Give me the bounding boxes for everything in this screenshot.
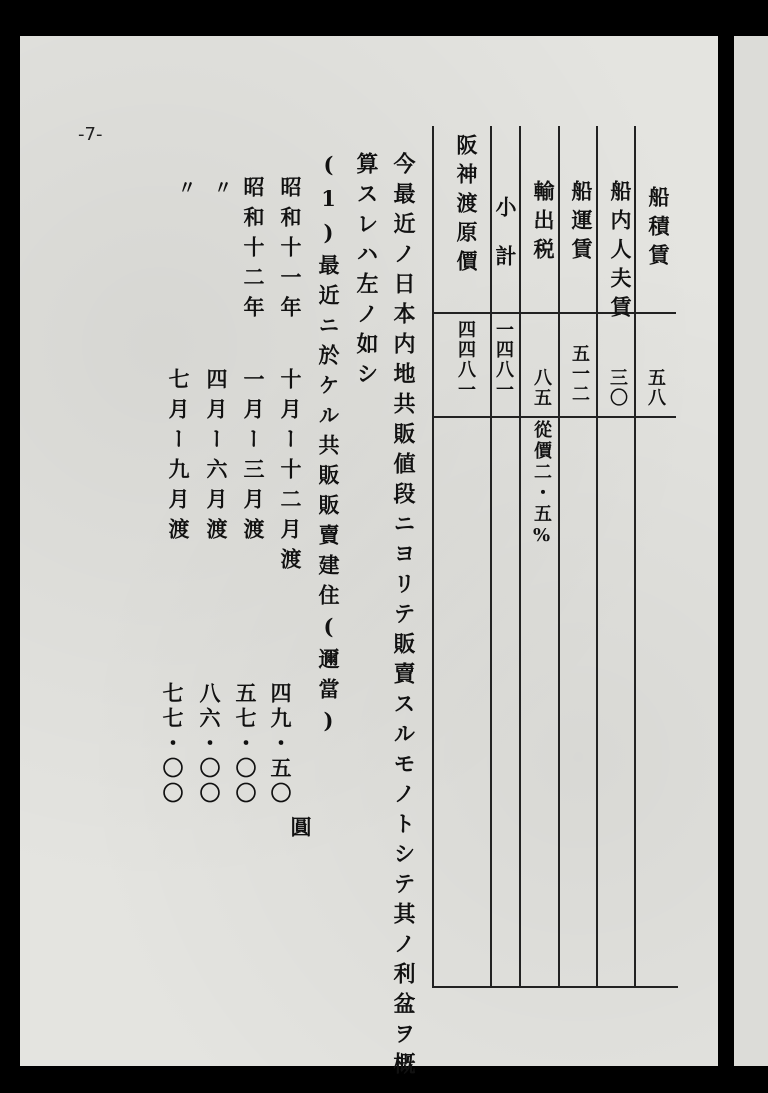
table-value: 五一二 [569, 344, 590, 404]
table-divider [490, 126, 492, 986]
row-period: 七月ー九月渡 [166, 368, 191, 548]
table-divider [558, 126, 560, 986]
ditto-mark: 〃 [175, 178, 196, 196]
row-period: 十月ー十二月渡 [278, 368, 303, 578]
row-price: 八六・〇〇 [197, 682, 222, 807]
table-label: 小計 [493, 196, 518, 294]
row-period: 一月ー三月渡 [241, 368, 266, 548]
table-value: 三〇 [607, 368, 628, 408]
paragraph-line-1: 今最近ノ日本内地共販値段ニヨリテ販賣スルモノトシテ其ノ利盆ヲ概 [390, 152, 416, 1082]
table-rule [432, 312, 676, 314]
table-note: 從價二・五% [531, 420, 552, 549]
table-rule [432, 416, 676, 418]
table-value: 四四八一 [455, 320, 476, 400]
adjacent-page-edge [734, 36, 768, 1066]
table-label: 輸出税 [531, 180, 556, 267]
table-label: 船内人夫賃 [608, 180, 633, 325]
table-divider [634, 126, 636, 986]
page-number: -7- [78, 124, 103, 145]
table-label: 船積賃 [646, 186, 671, 273]
table-divider [519, 126, 521, 986]
row-price: 七七・〇〇 [160, 682, 185, 807]
table-label: 阪神渡原價 [454, 134, 479, 279]
paragraph-line-2: 算スレハ左ノ如シ [353, 152, 379, 392]
row-price: 四九・五〇 [268, 682, 293, 807]
row-year: 昭和十一年 [278, 176, 303, 326]
table-label: 船運賃 [569, 180, 594, 267]
table-value: 一四八一 [493, 320, 514, 400]
ditto-mark: 〃 [211, 178, 232, 196]
unit-label: 圓 [288, 816, 313, 846]
table-value: 八五 [531, 368, 552, 408]
row-period: 四月ー六月渡 [204, 368, 229, 548]
table-value: 五八 [645, 368, 666, 408]
row-year: 昭和十二年 [241, 176, 266, 326]
table-divider [596, 126, 598, 986]
section-heading: (1)最近ニ於ケル共販販賣建住(邇當) [316, 152, 341, 742]
row-price: 五七・〇〇 [233, 682, 258, 807]
